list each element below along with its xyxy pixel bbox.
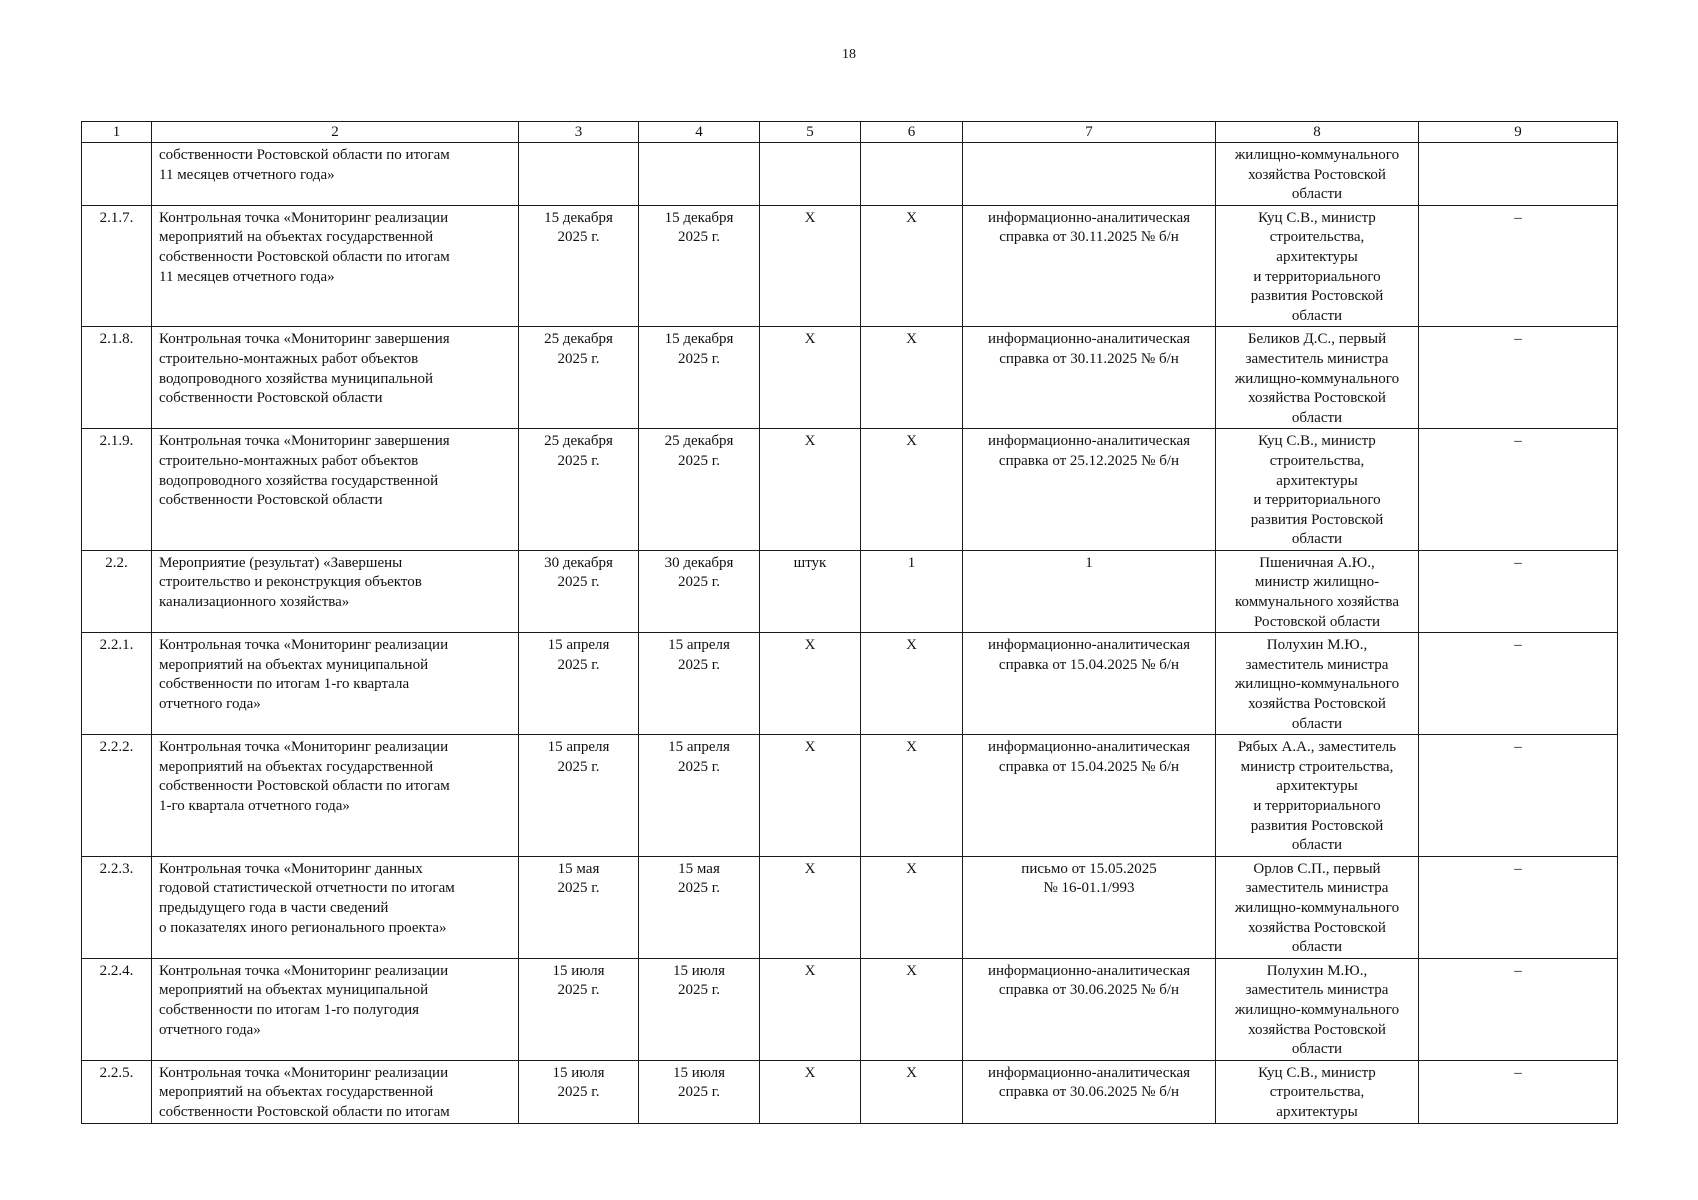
unit-cell — [760, 429, 861, 551]
value-cell — [861, 205, 963, 327]
document-cell — [963, 735, 1216, 857]
row-number-cell — [82, 633, 152, 735]
header-cell: 5 — [760, 122, 861, 143]
row-number-cell-text: 2.1.9. — [99, 433, 134, 450]
responsible-line: жилищно-коммунального — [1234, 147, 1400, 163]
value-cell — [861, 856, 963, 958]
responsible-line: министр строительства, — [1240, 758, 1394, 775]
responsible-cell — [1216, 429, 1419, 551]
row-number-cell-text: 2.2.3. — [99, 860, 134, 877]
unit-cell — [760, 856, 861, 958]
description-line: строительно-монтажных работ объектов — [159, 350, 419, 367]
note-cell-text: – — [1514, 331, 1522, 348]
document-cell — [963, 205, 1216, 327]
responsible-line: коммунального хозяйства — [1235, 594, 1399, 611]
responsible-line: Полухин М.Ю., — [1266, 962, 1368, 979]
description-cell — [152, 550, 519, 632]
actual-date-line: 15 апреля — [668, 739, 730, 756]
responsible-line: жилищно-коммунального — [1234, 676, 1400, 693]
description-cell — [152, 735, 519, 857]
actual-date-line: 25 декабря — [664, 433, 734, 450]
table-row — [82, 633, 1618, 735]
description-line: 11 месяцев отчетного года» — [159, 268, 335, 285]
value-cell-text: X — [906, 962, 917, 979]
planned-date-cell — [519, 633, 639, 735]
responsible-line: области — [1291, 837, 1343, 854]
value-cell-text: X — [906, 739, 917, 756]
value-cell-text: X — [906, 637, 917, 654]
planned-date-cell — [519, 429, 639, 551]
responsible-line: развития Ростовской — [1250, 817, 1384, 834]
unit-cell-text: X — [804, 739, 816, 756]
note-cell-text: – — [1514, 554, 1522, 571]
row-number-cell-text: 2.1.7. — [99, 209, 134, 226]
responsible-cell — [1216, 143, 1419, 206]
note-cell-text: – — [1514, 739, 1522, 756]
value-cell-text: X — [906, 1064, 917, 1081]
actual-date-line: 15 декабря — [664, 209, 734, 226]
planned-date-line: 15 июля — [552, 1064, 605, 1081]
document-cell — [963, 958, 1216, 1060]
table-row — [82, 1060, 1618, 1123]
document-line: 1 — [1085, 554, 1093, 571]
unit-cell-text: X — [804, 962, 816, 979]
planned-date-line: 2025 г. — [557, 982, 600, 999]
unit-cell-text: X — [804, 637, 816, 654]
note-cell-text: – — [1514, 209, 1522, 226]
value-cell — [861, 429, 963, 551]
actual-date-cell — [639, 1060, 760, 1123]
actual-date-line: 15 апреля — [668, 637, 730, 654]
value-cell-text: 1 — [907, 554, 916, 571]
note-cell-text: – — [1514, 962, 1522, 979]
description-cell — [152, 205, 519, 327]
value-cell — [861, 633, 963, 735]
header-cell: 8 — [1216, 122, 1419, 143]
row-number-cell-text: 2.2.2. — [99, 739, 134, 756]
description-cell — [152, 1060, 519, 1123]
value-cell-text: X — [906, 433, 917, 450]
description-line: Контрольная точка «Мониторинг завершения — [159, 331, 450, 348]
responsible-line: области — [1291, 531, 1343, 548]
description-line: собственности Ростовской области по итогам — [159, 778, 450, 795]
planned-date-line: 25 декабря — [544, 433, 613, 450]
description-cell — [152, 856, 519, 958]
document-cell — [963, 633, 1216, 735]
row-number-cell-text: 2.2.4. — [99, 962, 134, 979]
document-line: справка от 30.06.2025 № б/н — [998, 982, 1180, 999]
actual-date-line: 2025 г. — [678, 880, 720, 897]
description-line: мероприятий на объектах муниципальной — [159, 656, 429, 673]
description-line: мероприятий на объектах муниципальной — [159, 982, 429, 999]
actual-date-line: 2025 г. — [678, 452, 720, 469]
description-line: собственности Ростовской области по итогам — [159, 248, 450, 265]
row-number-cell — [82, 205, 152, 327]
unit-cell-text: X — [804, 433, 816, 450]
planned-date-line: 2025 г. — [557, 758, 600, 775]
document-cell — [963, 1060, 1216, 1123]
document-line: информационно-аналитическая — [987, 962, 1191, 979]
actual-date-line: 15 декабря — [664, 331, 734, 348]
description-line: мероприятий на объектах государственной — [159, 229, 434, 246]
description-line: о показателях иного регионального проекта» — [159, 919, 447, 936]
responsible-line: хозяйства Ростовской — [1248, 1021, 1386, 1038]
actual-date-cell — [639, 143, 760, 206]
document-line: справка от 25.12.2025 № б/н — [998, 452, 1180, 469]
document-line: информационно-аналитическая — [987, 739, 1191, 756]
row-number-cell — [82, 856, 152, 958]
document-line: справка от 15.04.2025 № б/н — [998, 758, 1180, 775]
page-number: 18 — [842, 47, 856, 62]
table-row — [82, 550, 1618, 632]
responsible-line: области — [1291, 307, 1343, 324]
document-line: справка от 15.04.2025 № б/н — [998, 656, 1180, 673]
responsible-line: Куц С.В., министр — [1258, 209, 1376, 226]
description-line: Контрольная точка «Мониторинг реализации — [159, 1064, 449, 1081]
note-cell — [1419, 958, 1618, 1060]
actual-date-cell — [639, 327, 760, 429]
responsible-line: министр жилищно- — [1254, 574, 1380, 591]
responsible-line: заместитель министра — [1245, 880, 1389, 897]
table-row — [82, 143, 1618, 206]
description-line: Контрольная точка «Мониторинг реализации — [159, 637, 449, 654]
description-line: собственности Ростовской области — [159, 390, 383, 407]
table-header-row — [82, 122, 1618, 143]
actual-date-line: 15 июля — [673, 1064, 725, 1081]
row-number-cell-text: 2.1.8. — [99, 331, 134, 348]
planned-date-cell — [519, 327, 639, 429]
row-number-cell-text: 2.2.5. — [99, 1064, 134, 1081]
actual-date-cell — [639, 633, 760, 735]
actual-date-cell — [639, 429, 760, 551]
actual-date-line: 2025 г. — [678, 656, 720, 673]
responsible-line: Полухин М.Ю., — [1266, 637, 1368, 654]
planned-date-cell — [519, 205, 639, 327]
planned-date-line: 15 мая — [557, 860, 600, 877]
document-cell — [963, 856, 1216, 958]
header-cell: 7 — [963, 122, 1216, 143]
responsible-line: развития Ростовской — [1250, 511, 1384, 528]
unit-cell — [760, 958, 861, 1060]
responsible-line: жилищно-коммунального — [1234, 370, 1400, 387]
description-line: собственности по итогам 1-го квартала — [159, 676, 410, 693]
unit-cell — [760, 205, 861, 327]
document-cell — [963, 550, 1216, 632]
description-cell — [152, 327, 519, 429]
actual-date-cell — [639, 856, 760, 958]
planned-date-cell — [519, 1060, 639, 1123]
value-cell — [861, 958, 963, 1060]
table-row — [82, 429, 1618, 551]
unit-cell — [760, 735, 861, 857]
actual-date-line: 2025 г. — [678, 758, 720, 775]
description-line: 11 месяцев отчетного года» — [159, 166, 335, 183]
control-points-table — [81, 121, 1618, 1124]
unit-cell-text: X — [804, 209, 816, 226]
responsible-line: заместитель министра — [1245, 350, 1389, 367]
planned-date-line: 2025 г. — [557, 880, 600, 897]
responsible-cell — [1216, 327, 1419, 429]
row-number-cell — [82, 958, 152, 1060]
responsible-line: заместитель министра — [1245, 656, 1389, 673]
value-cell — [861, 327, 963, 429]
document-cell — [963, 143, 1216, 206]
responsible-cell — [1216, 735, 1419, 857]
description-line: годовой статистической отчетности по итогам — [159, 880, 455, 897]
description-line: Мероприятие (результат) «Завершены — [159, 554, 403, 571]
responsible-cell — [1216, 1060, 1419, 1123]
responsible-line: строительства, — [1269, 229, 1365, 246]
document-line: информационно-аналитическая — [987, 637, 1191, 654]
note-cell-text: – — [1514, 860, 1522, 877]
unit-cell — [760, 550, 861, 632]
responsible-line: области — [1291, 409, 1343, 426]
planned-date-line: 2025 г. — [557, 656, 600, 673]
responsible-cell — [1216, 205, 1419, 327]
note-cell — [1419, 856, 1618, 958]
document-line: информационно-аналитическая — [987, 1064, 1191, 1081]
actual-date-line: 2025 г. — [678, 1084, 720, 1101]
document-line: справка от 30.06.2025 № б/н — [998, 1084, 1180, 1101]
responsible-line: хозяйства Ростовской — [1248, 390, 1386, 407]
responsible-line: хозяйства Ростовской — [1248, 166, 1386, 183]
planned-date-line: 25 декабря — [544, 331, 613, 348]
planned-date-line: 2025 г. — [557, 1084, 600, 1101]
description-cell — [152, 958, 519, 1060]
actual-date-line: 15 мая — [678, 860, 720, 877]
description-line: Контрольная точка «Мониторинг реализации — [159, 209, 449, 226]
note-cell — [1419, 1060, 1618, 1123]
planned-date-cell — [519, 550, 639, 632]
actual-date-line: 2025 г. — [678, 574, 720, 591]
responsible-line: Куц С.В., министр — [1258, 433, 1376, 450]
description-line: строительно-монтажных работ объектов — [159, 452, 419, 469]
planned-date-line: 15 апреля — [547, 637, 610, 654]
row-number-cell — [82, 1060, 152, 1123]
responsible-line: жилищно-коммунального — [1234, 1001, 1400, 1018]
header-cell: 6 — [861, 122, 963, 143]
description-line: собственности Ростовской области по итогам — [159, 147, 450, 163]
description-cell — [152, 429, 519, 551]
planned-date-cell — [519, 143, 639, 206]
value-cell-text: X — [906, 860, 917, 877]
header-cell: 4 — [639, 122, 760, 143]
description-line: мероприятий на объектах государственной — [159, 758, 434, 775]
unit-cell-text: X — [804, 1064, 816, 1081]
planned-date-line: 2025 г. — [557, 574, 600, 591]
description-cell — [152, 143, 519, 206]
actual-date-cell — [639, 550, 760, 632]
note-cell — [1419, 327, 1618, 429]
responsible-cell — [1216, 958, 1419, 1060]
responsible-line: области — [1291, 1041, 1343, 1058]
note-cell-text: – — [1514, 637, 1522, 654]
planned-date-line: 2025 г. — [557, 229, 600, 246]
row-number-cell — [82, 735, 152, 857]
responsible-line: Орлов С.П., первый — [1253, 860, 1381, 877]
description-cell — [152, 633, 519, 735]
value-cell — [861, 143, 963, 206]
document-cell — [963, 327, 1216, 429]
responsible-line: развития Ростовской — [1250, 288, 1384, 305]
description-line: водопроводного хозяйства государственной — [159, 472, 439, 489]
value-cell — [861, 550, 963, 632]
header-cell: 2 — [152, 122, 519, 143]
planned-date-line: 30 декабря — [544, 554, 613, 571]
responsible-line: архитектуры — [1276, 1103, 1358, 1120]
note-cell-text: – — [1514, 1064, 1522, 1081]
responsible-line: Беликов Д.С., первый — [1247, 331, 1387, 348]
description-line: собственности Ростовской области — [159, 492, 383, 509]
responsible-line: области — [1291, 939, 1343, 956]
responsible-line: Пшеничная А.Ю., — [1259, 554, 1375, 571]
value-cell-text: X — [906, 209, 917, 226]
responsible-line: строительства, — [1269, 1084, 1365, 1101]
responsible-cell — [1216, 633, 1419, 735]
responsible-line: строительства, — [1269, 452, 1365, 469]
actual-date-line: 2025 г. — [678, 982, 720, 999]
header-cell: 3 — [519, 122, 639, 143]
responsible-line: области — [1291, 715, 1343, 732]
header-cell: 9 — [1419, 122, 1618, 143]
note-cell — [1419, 429, 1618, 551]
responsible-line: хозяйства Ростовской — [1248, 919, 1386, 936]
responsible-line: области — [1291, 186, 1343, 203]
actual-date-line: 2025 г. — [678, 350, 720, 367]
planned-date-cell — [519, 958, 639, 1060]
responsible-line: архитектуры — [1276, 778, 1358, 795]
responsible-line: Куц С.В., министр — [1258, 1064, 1376, 1081]
actual-date-line: 30 декабря — [664, 554, 734, 571]
planned-date-line: 15 декабря — [544, 209, 613, 226]
responsible-line: хозяйства Ростовской — [1248, 696, 1386, 713]
row-number-cell — [82, 550, 152, 632]
description-line: Контрольная точка «Мониторинг реализации — [159, 739, 449, 756]
table-row — [82, 958, 1618, 1060]
responsible-cell — [1216, 856, 1419, 958]
actual-date-cell — [639, 735, 760, 857]
table-row — [82, 856, 1618, 958]
responsible-line: заместитель министра — [1245, 982, 1389, 999]
responsible-line: Рябых А.А., заместитель — [1237, 739, 1397, 756]
unit-cell — [760, 327, 861, 429]
description-line: Контрольная точка «Мониторинг реализации — [159, 962, 449, 979]
unit-cell-text: X — [804, 860, 816, 877]
unit-cell-text: X — [804, 331, 816, 348]
description-line: 1-го квартала отчетного года» — [159, 798, 350, 814]
value-cell — [861, 1060, 963, 1123]
document-line: информационно-аналитическая — [987, 331, 1191, 348]
actual-date-cell — [639, 205, 760, 327]
table-body — [82, 143, 1618, 1124]
document-cell — [963, 429, 1216, 551]
planned-date-line: 15 июля — [552, 962, 605, 979]
unit-cell — [760, 143, 861, 206]
description-line: строительство и реконструкция объектов — [159, 574, 422, 591]
description-line: мероприятий на объектах государственной — [159, 1084, 434, 1101]
responsible-line: жилищно-коммунального — [1234, 899, 1400, 916]
note-cell — [1419, 633, 1618, 735]
description-line: Контрольная точка «Мониторинг завершения — [159, 433, 450, 450]
responsible-line: архитектуры — [1276, 472, 1358, 489]
note-cell — [1419, 205, 1618, 327]
planned-date-line: 15 апреля — [547, 739, 610, 756]
description-line: водопроводного хозяйства муниципальной — [159, 370, 434, 387]
actual-date-line: 2025 г. — [678, 229, 720, 246]
responsible-line: и территориального — [1253, 268, 1381, 285]
responsible-cell — [1216, 550, 1419, 632]
document-line: письмо от 15.05.2025 — [1021, 860, 1157, 877]
description-line: Контрольная точка «Мониторинг данных — [159, 860, 423, 877]
document-line: № 16-01.1/993 — [1043, 880, 1135, 897]
actual-date-line: 15 июля — [673, 962, 725, 979]
row-number-cell-text: 2.2.1. — [99, 637, 134, 654]
table-row — [82, 205, 1618, 327]
responsible-line: и территориального — [1253, 492, 1381, 509]
value-cell — [861, 735, 963, 857]
document-line: информационно-аналитическая — [987, 209, 1191, 226]
planned-date-line: 2025 г. — [557, 452, 600, 469]
description-line: собственности Ростовской области по итогам — [159, 1103, 450, 1120]
note-cell-text: – — [1514, 433, 1522, 450]
row-number-cell — [82, 327, 152, 429]
planned-date-cell — [519, 856, 639, 958]
note-cell — [1419, 143, 1618, 206]
description-line: собственности по итогам 1-го полугодия — [159, 1001, 420, 1018]
document-line: справка от 30.11.2025 № б/н — [999, 229, 1179, 246]
planned-date-cell — [519, 735, 639, 857]
responsible-line: и территориального — [1253, 798, 1381, 814]
note-cell — [1419, 550, 1618, 632]
row-number-cell — [82, 143, 152, 206]
description-line: отчетного года» — [159, 696, 261, 713]
table-row — [82, 735, 1618, 857]
responsible-line: архитектуры — [1276, 248, 1358, 265]
description-line: предыдущего года в части сведений — [159, 899, 389, 916]
unit-cell-text: штук — [793, 554, 827, 571]
document-line: справка от 30.11.2025 № б/н — [999, 350, 1179, 367]
actual-date-cell — [639, 958, 760, 1060]
description-line: отчетного года» — [159, 1021, 261, 1038]
unit-cell — [760, 1060, 861, 1123]
note-cell — [1419, 735, 1618, 857]
responsible-line: Ростовской области — [1254, 613, 1380, 630]
unit-cell — [760, 633, 861, 735]
header-cell: 1 — [82, 122, 152, 143]
document-line: информационно-аналитическая — [987, 433, 1191, 450]
description-line: канализационного хозяйства» — [159, 594, 350, 611]
value-cell-text: X — [906, 331, 917, 348]
row-number-cell-text: 2.2. — [105, 554, 128, 571]
table-row — [82, 327, 1618, 429]
row-number-cell — [82, 429, 152, 551]
planned-date-line: 2025 г. — [557, 350, 600, 367]
